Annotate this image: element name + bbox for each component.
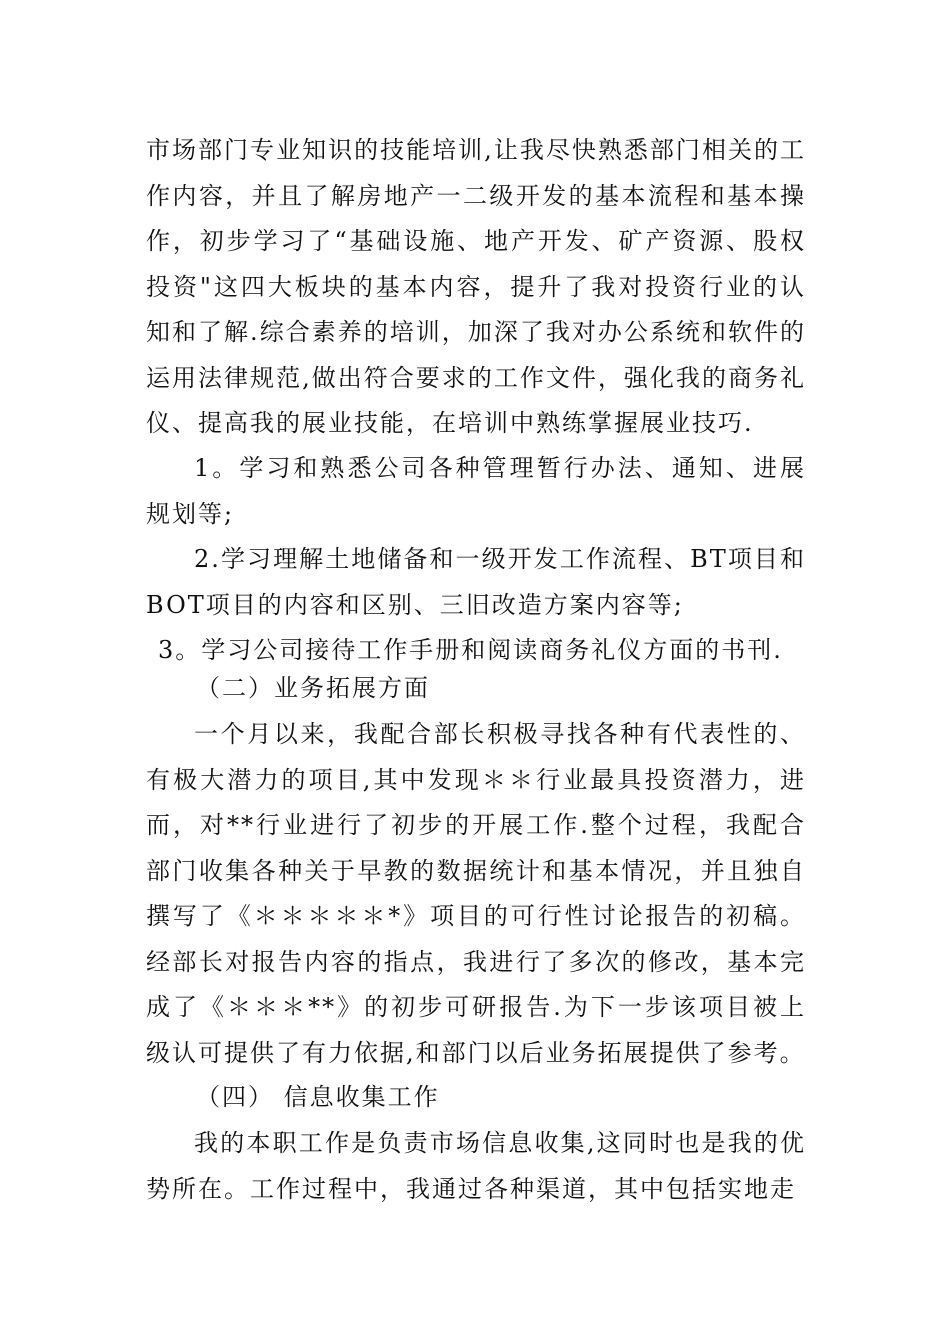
section-heading-4: （四） 信息收集工作 — [196, 1083, 440, 1111]
paragraph-business: 一个月以来，我配合部长积极寻找各种有代表性的、有极大潜力的项目,其中发现＊＊行业最具投资潜力，进而，对**行业进行了初步的开展工作.整个过程，我配合部门收集各种关于早教的数据统计和基本情况，并且独自撰写了《＊＊＊＊＊*》项目的可行性讨论报告的初稿。经部长对报告内容的指点，我进行了多次的修改，基本完成了《＊＊＊**》的初步可研报告.为下一步该项目被上级认可提供了有力依据,和部门以后业务拓展提供了参考。 — [146, 720, 806, 1067]
paragraph-training: 市场部门专业知识的技能培训,让我尽快熟悉部门相关的工作内容，并且了解房地产一二级开发的基本流程和基本操作，初步学习了“基础设施、地产开发、矿产资源、股权投资"这四大板块的基本内容，提升了我对投资行业的认知和了解.综合素养的培训，加深了我对办公系统和软件的运用法律规范,做出符合要求的工作文件，强化我的商务礼仪、提高我的展业技能，在培训中熟练掌握展业技巧. — [146, 136, 806, 437]
list-item-1: 1。学习和熟悉公司各种管理暂行办法、通知、进展规划等; — [146, 454, 806, 528]
paragraph-info: 我的本职工作是负责市场信息收集,这同时也是我的优势所在。工作过程中，我通过各种渠道，其中包括实地走 — [146, 1129, 806, 1203]
list-item-2: 2.学习理解土地储备和一级开发工作流程、BT项目和BOT项目的内容和区别、三旧改造方案内容等; — [146, 545, 806, 619]
list-item-3: 3。学习公司接待工作手册和阅读商务礼仪方面的书刊. — [158, 636, 783, 664]
section-heading-2: （二）业务拓展方面 — [196, 674, 430, 702]
